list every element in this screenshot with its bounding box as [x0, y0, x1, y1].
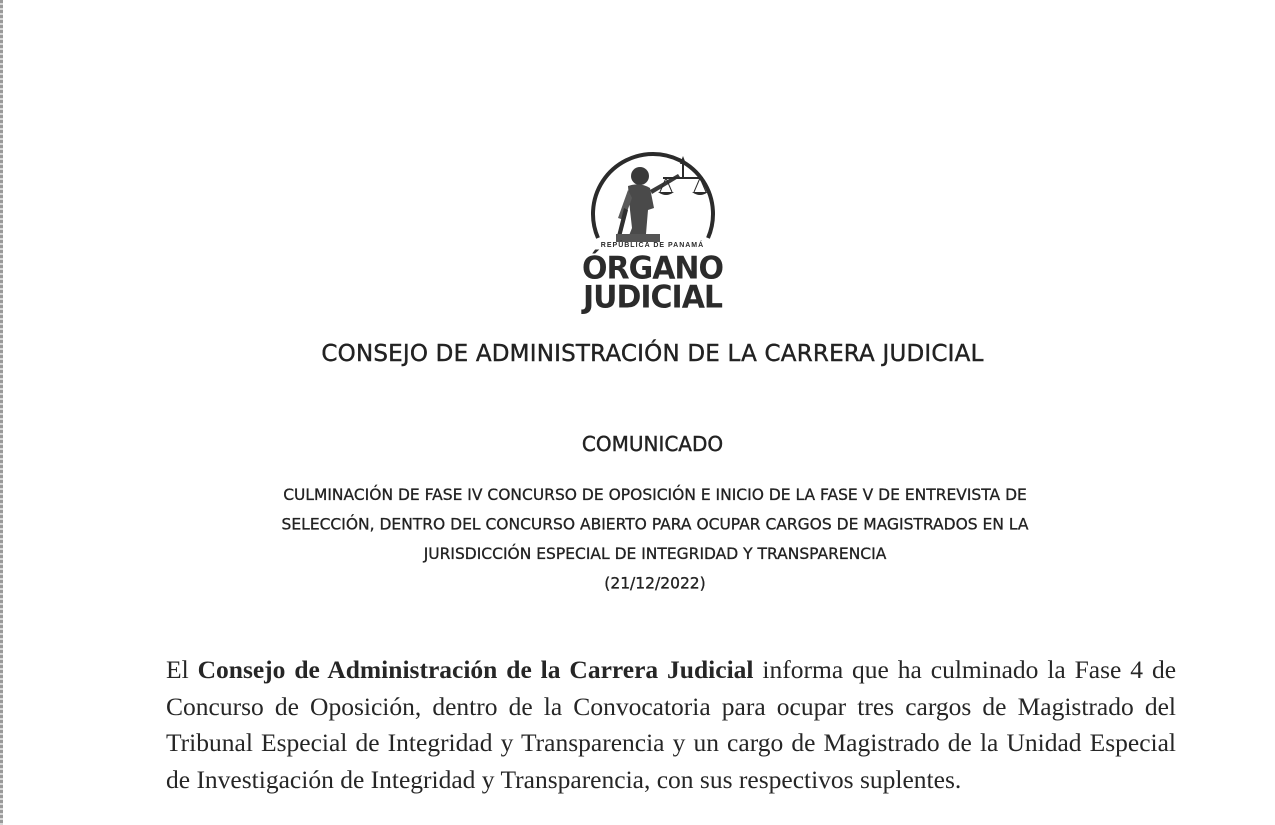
scan-edge [0, 0, 3, 825]
document-title: CONSEJO DE ADMINISTRACIÓN DE LA CARRERA JUDICIAL [321, 341, 984, 367]
headline-date: (21/12/2022) [604, 573, 706, 593]
body-text: informa que ha culminado la Fase 4 de Concurso de Oposición, dentro de la Convocatoria para ocupar tres cargos de Magistrado del Tribunal Especial de Integridad y Transparencia y un cargo de Magistrado de la Unidad Especial de Investigación de Integridad y Transparencia, con sus respectivos suplentes. [166, 655, 1177, 794]
body-institution: Consejo de Administración de la Carrera Judicial [197, 655, 754, 684]
headline-line-2: SELECCIÓN, DENTRO DEL CONCURSO ABIERTO PARA OCUPAR CARGOS DE MAGISTRADOS EN LA [281, 514, 1029, 534]
logo-ring-text: REPÚBLICA DE PANAMÁ [600, 242, 705, 249]
document-subtitle: COMUNICADO [581, 432, 724, 456]
logo-text-judicial: JUDICIAL [582, 279, 723, 316]
logo-text-organo: ÓRGANO [581, 250, 724, 287]
headline [190, 480, 1120, 598]
headline-line-1: CULMINACIÓN DE FASE IV CONCURSO DE OPOSICIÓN E INICIO DE LA FASE V DE ENTREVISTA DE [283, 485, 1027, 505]
headline-line-3: JURISDICCIÓN ESPECIAL DE INTEGRIDAD Y TRANSPARENCIA [423, 544, 887, 564]
body-paragraph [166, 652, 1176, 798]
body-prefix: El [166, 655, 189, 684]
